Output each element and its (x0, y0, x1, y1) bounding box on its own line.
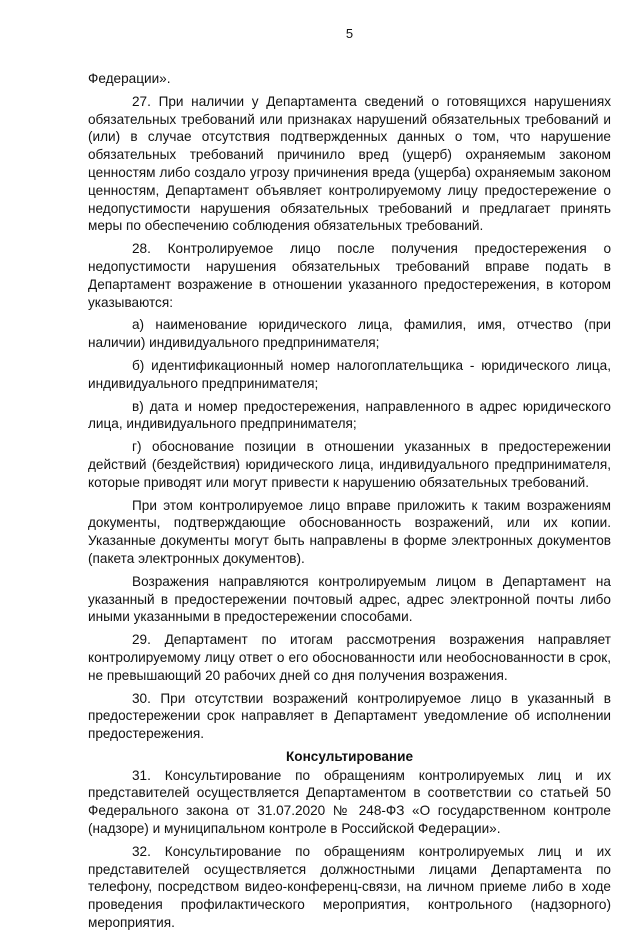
paragraph-31: 31. Консультирование по обращениям контролируемых лиц и их представителей осуществляется Департаментом в соответствии со статьей 50 Федерального закона от 31.07.2020 № 248-ФЗ «О государственном контроле (надзоре) и муниципальном контроле в Российской Федерации». (88, 767, 611, 837)
paragraph-objections: Возражения направляются контролируемым лицом в Департамент на указанный в предостережении почтовый адрес, адрес электронной почты либо иными указанными в предостережении способами. (88, 573, 611, 625)
paragraph-28-v: в) дата и номер предостережения, направленного в адрес юридического лица, индивидуального предпринимателя; (88, 398, 611, 432)
paragraph-29: 29. Департамент по итогам рассмотрения возражения направляет контролируемому лицу ответ о его обоснованности или необоснованности в срок, не превышающий 20 рабочих дней со дня получения возражения. (88, 632, 611, 683)
section-heading: Консультирование (285, 748, 414, 764)
paragraph-attachments: При этом контролируемое лицо вправе приложить к таким возражениям документы, подтверждающие обоснованность возражений, или их копии. Указанные документы могут быть направлены в форме электронных документов (пакета электронных документов). (88, 497, 611, 566)
paragraph-32: 32. Консультирование по обращениям контролируемых лиц и их представителей осуществляется должностными лицами Департамента по телефону, посредством видео-конференц-связи, на личном приеме либо в ходе проведения профилактического мероприятия, контрольного (надзорного) мероприятия. (88, 843, 611, 931)
paragraph-28-b: б) идентификационный номер налогоплательщика - юридического лица, индивидуального предпринимателя; (88, 357, 611, 391)
paragraph-28-g: г) обоснование позиции в отношении указанных в предостережении действий (бездействия) юридического лица, индивидуального предпринимателя, которые приводят или могут привести к нарушению обязательных требований. (88, 439, 611, 490)
paragraph-continuation: Федерации». (88, 71, 171, 86)
paragraph-28-a: а) наименование юридического лица, фамилия, имя, отчество (при наличии) индивидуального предпринимателя; (88, 317, 611, 351)
paragraph-28: 28. Контролируемое лицо после получения предостережения о недопустимости нарушения обязательных требований вправе подать в Департамент возражение в отношении указанного предостережения, в котором указываются: (88, 241, 611, 310)
document-page (88, 26, 611, 937)
paragraph-27: 27. При наличии у Департамента сведений о готовящихся нарушениях обязательных требований или признаках нарушений обязательных требований и (или) в случае отсутствия подтвержденных данных о том, что нарушение обязательных требований причинило вред (ущерб) охраняемым законом ценностям либо создало угрозу причинения вреда (ущерба) охраняемым законом ценностям, Департамент объявляет контролируемому лицу предостережение о недопустимости нарушения обязательных требований и предлагает принять меры по обеспечению соблюдения обязательных требований. (88, 93, 611, 234)
paragraph-30: 30. При отсутствии возражений контролируемое лицо в указанный в предостережении срок направляет в Департамент уведомление об исполнении предостережения. (88, 690, 611, 742)
page-number: 5 (345, 26, 354, 41)
